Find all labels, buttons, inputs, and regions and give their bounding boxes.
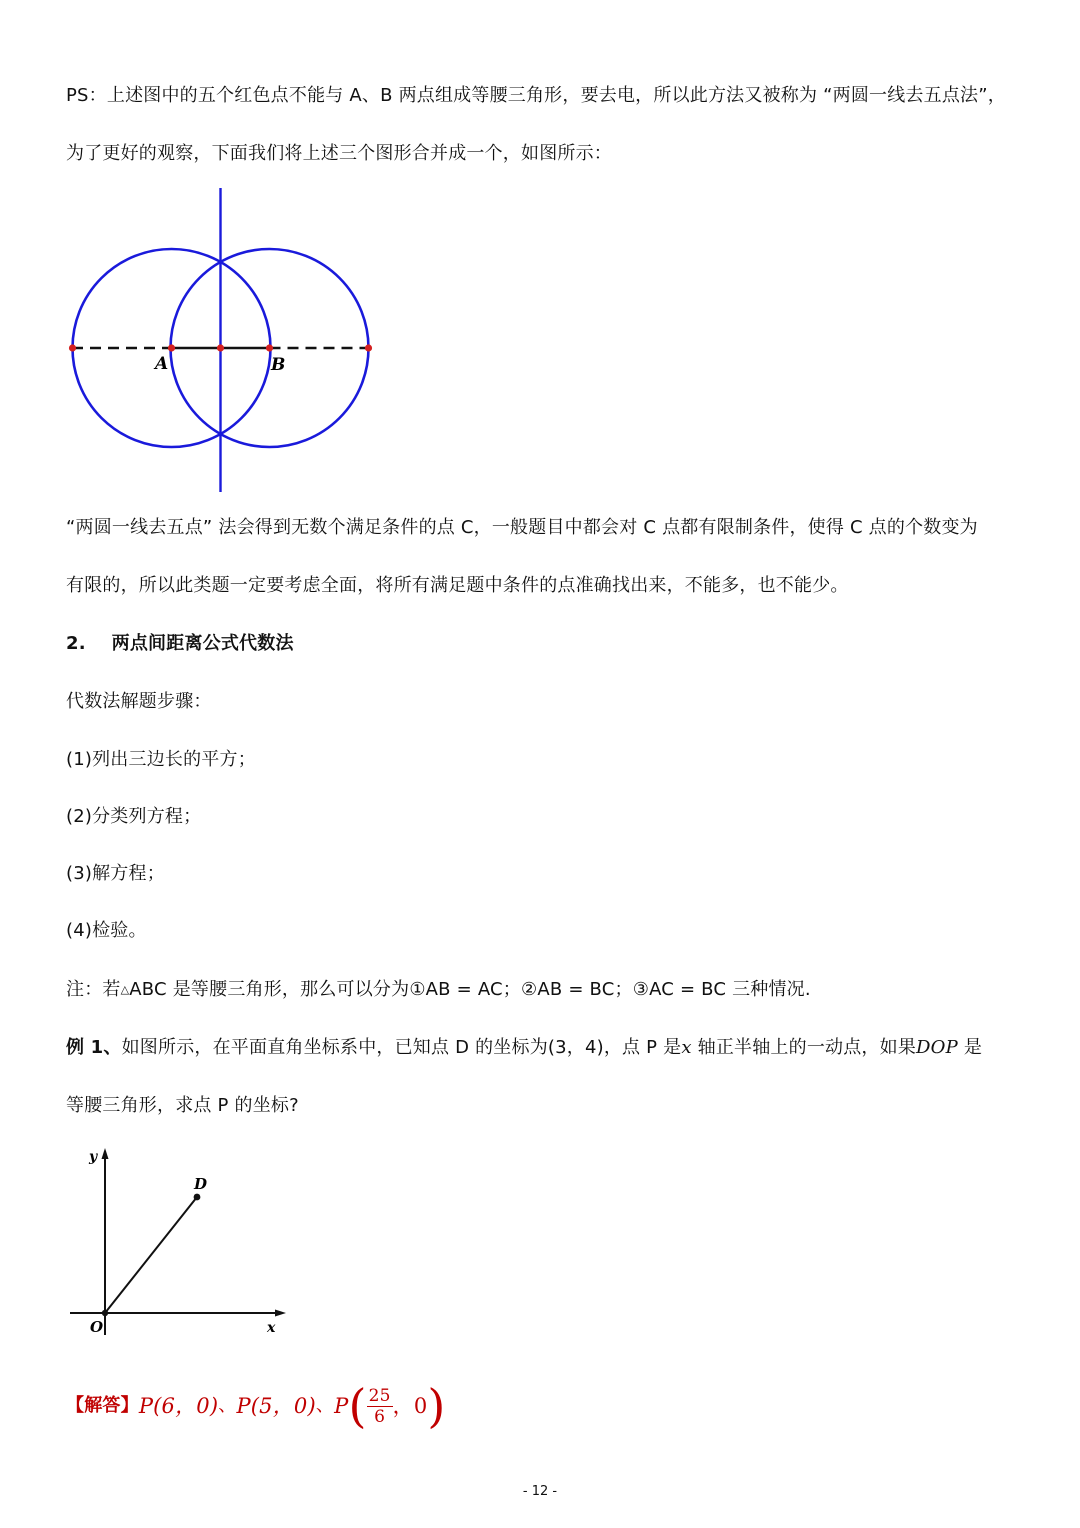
right-paren: ) — [427, 1379, 446, 1433]
example-text-b: 轴正半轴上的一动点，如果 — [691, 1037, 917, 1058]
answer-label: 【解答】 — [66, 1395, 139, 1416]
point-o — [102, 1310, 108, 1316]
label-b: B — [271, 355, 286, 375]
red-point — [266, 344, 273, 351]
fraction-denominator: 6 — [374, 1406, 386, 1427]
section-title: 两点间距离公式代数法 — [111, 633, 294, 654]
method-line-2: 有限的，所以此类题一定要考虑全面，将所有满足题中条件的点准确找出来，不能多，也不能少。 — [66, 575, 849, 596]
example-text-a: 如图所示，在平面直角坐标系中，已知点 D 的坐标为(3，4)，点 P 是 — [121, 1037, 682, 1058]
step-item: (4)检验。 — [66, 920, 147, 941]
section-number: 2. — [66, 633, 86, 654]
red-point — [168, 344, 175, 351]
fraction-25-6 — [367, 1386, 393, 1427]
section-heading — [66, 632, 294, 656]
answer-p1: P(6，0) — [138, 1394, 219, 1418]
var-x: x — [681, 1037, 692, 1058]
answer-sep: 、 — [218, 1395, 237, 1416]
ps-line-1: PS：上述图中的五个红色点不能与 A、B 两点组成等腰三角形，要去电，所以此方法又被称为 “两圆一线去五点法”， — [66, 85, 1006, 106]
example-line-1 — [66, 1036, 982, 1060]
method-line-1: “两圆一线去五点” 法会得到无数个满足条件的点 C，一般题目中都会对 C 点都有限制条件，使得 C 点的个数变为 — [66, 517, 978, 538]
coordinate-figure — [60, 1140, 300, 1345]
ps-line-2: 为了更好的观察，下面我们将上述三个图形合并成一个，如图所示： — [66, 143, 612, 164]
x-axis-arrow — [275, 1310, 286, 1317]
answer-p3-prefix: P — [334, 1394, 349, 1418]
answer-p2: P(5，0) — [236, 1394, 316, 1418]
step-item: (1)列出三边长的平方； — [66, 749, 256, 770]
label-x: x — [267, 1320, 276, 1336]
segment-od — [105, 1197, 197, 1313]
red-point — [365, 344, 372, 351]
fraction-numerator: 25 — [368, 1385, 391, 1406]
left-paren: ( — [348, 1379, 367, 1433]
example-line-2: 等腰三角形，求点 P 的坐标? — [66, 1095, 299, 1116]
var-dop: DOP — [916, 1037, 958, 1058]
note-line — [66, 978, 811, 1002]
note-prefix: 注：若 — [66, 979, 121, 1000]
triangle-symbol: △ — [120, 983, 130, 996]
page-number: - 12 - — [522, 1484, 558, 1499]
label-y: y — [89, 1149, 98, 1165]
label-a: A — [155, 354, 169, 374]
note-rest: ABC 是等腰三角形，那么可以分为①AB = AC；②AB = BC；③AC = BC 三种情况. — [129, 979, 811, 1000]
red-point — [69, 344, 76, 351]
answer-line — [66, 1378, 446, 1434]
step-item: (2)分类列方程； — [66, 806, 202, 827]
label-o: O — [90, 1318, 104, 1336]
steps-intro: 代数法解题步骤： — [66, 691, 212, 712]
example-label: 例 1、 — [66, 1037, 122, 1058]
answer-p3-suffix: ，0 — [392, 1394, 428, 1418]
label-d: D — [194, 1175, 208, 1193]
point-d — [194, 1194, 201, 1201]
y-axis-arrow — [102, 1148, 109, 1159]
red-point — [217, 344, 224, 351]
example-text-c: 是 — [957, 1037, 983, 1058]
two-circles-figure — [60, 180, 390, 500]
step-item: (3)解方程； — [66, 863, 165, 884]
answer-sep: 、 — [315, 1395, 335, 1416]
